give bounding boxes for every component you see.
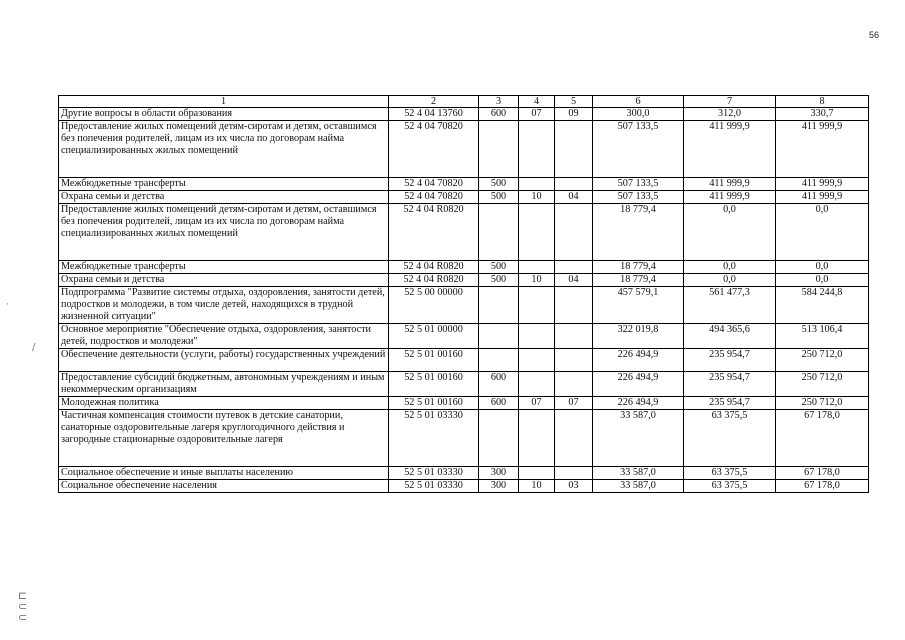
row-name-cell: Охрана семьи и детства: [59, 191, 389, 204]
row-rz-cell: [519, 324, 555, 349]
row-rz-cell: 07: [519, 397, 555, 410]
row-rz-cell: 10: [519, 191, 555, 204]
row-value-cell: 33 587,0: [593, 467, 684, 480]
margin-stamp-mark: ⊏ ⊂ ⊂: [18, 589, 28, 624]
row-vr-cell: 500: [479, 178, 519, 191]
row-value-cell: 0,0: [684, 204, 776, 261]
row-vr-cell: 300: [479, 467, 519, 480]
page-number: 56: [868, 30, 879, 40]
row-vr-cell: 500: [479, 274, 519, 287]
row-value-cell: 312,0: [684, 108, 776, 121]
row-name-cell: Охрана семьи и детства: [59, 274, 389, 287]
row-code-cell: 52 5 00 00000: [389, 287, 479, 324]
row-code-cell: 52 5 01 00000: [389, 324, 479, 349]
row-rz-cell: [519, 410, 555, 467]
row-value-cell: 226 494,9: [593, 397, 684, 410]
row-value-cell: 411 999,9: [776, 121, 869, 178]
row-code-cell: 52 5 01 03330: [389, 467, 479, 480]
row-pr-cell: [555, 372, 593, 397]
row-value-cell: 250 712,0: [776, 372, 869, 397]
header-cell: 5: [555, 96, 593, 108]
row-value-cell: 507 133,5: [593, 121, 684, 178]
row-pr-cell: [555, 410, 593, 467]
row-pr-cell: [555, 121, 593, 178]
row-value-cell: 322 019,8: [593, 324, 684, 349]
table-row: [59, 191, 869, 204]
table-row: [59, 108, 869, 121]
row-rz-cell: [519, 349, 555, 372]
row-name-cell: Межбюджетные трансферты: [59, 178, 389, 191]
table-row: [59, 261, 869, 274]
row-rz-cell: [519, 204, 555, 261]
row-pr-cell: [555, 287, 593, 324]
table-row: [59, 410, 869, 467]
row-pr-cell: 09: [555, 108, 593, 121]
row-vr-cell: [479, 410, 519, 467]
row-pr-cell: [555, 467, 593, 480]
row-vr-cell: [479, 349, 519, 372]
header-cell: 2: [389, 96, 479, 108]
row-pr-cell: 07: [555, 397, 593, 410]
header-cell: 6: [593, 96, 684, 108]
row-value-cell: 226 494,9: [593, 349, 684, 372]
row-value-cell: 67 178,0: [776, 410, 869, 467]
row-vr-cell: 600: [479, 108, 519, 121]
row-value-cell: 411 999,9: [684, 121, 776, 178]
row-value-cell: 411 999,9: [684, 178, 776, 191]
row-code-cell: 52 5 01 00160: [389, 372, 479, 397]
row-value-cell: 0,0: [684, 274, 776, 287]
row-value-cell: 235 954,7: [684, 349, 776, 372]
row-vr-cell: 300: [479, 480, 519, 493]
row-name-cell: Обеспечение деятельности (услуги, работы) государственных учреждений: [59, 349, 389, 372]
row-rz-cell: [519, 372, 555, 397]
row-pr-cell: [555, 324, 593, 349]
row-name-cell: Предоставление жилых помещений детям-сиротам и детям, оставшимся без попечения родителей, лицам из их числа по договорам найма специализированных жилых помещений: [59, 121, 389, 178]
row-value-cell: 33 587,0: [593, 410, 684, 467]
table-row: [59, 397, 869, 410]
row-vr-cell: 600: [479, 372, 519, 397]
row-value-cell: 18 779,4: [593, 204, 684, 261]
table-row: [59, 121, 869, 178]
row-rz-cell: 07: [519, 108, 555, 121]
row-rz-cell: [519, 178, 555, 191]
table-row: [59, 349, 869, 372]
row-value-cell: 0,0: [776, 261, 869, 274]
row-vr-cell: 500: [479, 191, 519, 204]
row-value-cell: 0,0: [684, 261, 776, 274]
row-value-cell: 507 133,5: [593, 191, 684, 204]
row-value-cell: 18 779,4: [593, 261, 684, 274]
row-value-cell: 513 106,4: [776, 324, 869, 349]
row-value-cell: 67 178,0: [776, 467, 869, 480]
row-rz-cell: [519, 261, 555, 274]
row-name-cell: Молодежная политика: [59, 397, 389, 410]
row-value-cell: 494 365,6: [684, 324, 776, 349]
row-name-cell: Межбюджетные трансферты: [59, 261, 389, 274]
row-value-cell: 67 178,0: [776, 480, 869, 493]
row-value-cell: 235 954,7: [684, 372, 776, 397]
row-value-cell: 411 999,9: [776, 178, 869, 191]
row-rz-cell: [519, 467, 555, 480]
row-vr-cell: [479, 324, 519, 349]
row-pr-cell: [555, 178, 593, 191]
row-pr-cell: 04: [555, 191, 593, 204]
row-code-cell: 52 5 01 03330: [389, 410, 479, 467]
row-name-cell: Другие вопросы в области образования: [59, 108, 389, 121]
row-name-cell: Социальное обеспечение населения: [59, 480, 389, 493]
row-code-cell: 52 4 04 70820: [389, 121, 479, 178]
margin-tick-mark: /: [32, 342, 36, 353]
row-rz-cell: [519, 121, 555, 178]
row-pr-cell: 04: [555, 274, 593, 287]
row-value-cell: 63 375,5: [684, 410, 776, 467]
row-value-cell: 561 477,3: [684, 287, 776, 324]
row-code-cell: 52 4 04 70820: [389, 178, 479, 191]
row-code-cell: 52 4 04 R0820: [389, 261, 479, 274]
row-value-cell: 330,7: [776, 108, 869, 121]
row-code-cell: 52 5 01 00160: [389, 397, 479, 410]
row-pr-cell: 03: [555, 480, 593, 493]
row-name-cell: Основное мероприятие "Обеспечение отдыха, оздоровления, занятости детей, подростков и молодежи": [59, 324, 389, 349]
row-name-cell: Предоставление жилых помещений детям-сиротам и детям, оставшимся без попечения родителей, лицам из их числа по договорам найма специализированных жилых помещений: [59, 204, 389, 261]
row-code-cell: 52 5 01 00160: [389, 349, 479, 372]
row-value-cell: 411 999,9: [776, 191, 869, 204]
row-pr-cell: [555, 261, 593, 274]
header-cell: 8: [776, 96, 869, 108]
row-value-cell: 250 712,0: [776, 397, 869, 410]
budget-table: [58, 95, 869, 493]
row-vr-cell: [479, 287, 519, 324]
row-value-cell: 300,0: [593, 108, 684, 121]
header-cell: 4: [519, 96, 555, 108]
row-code-cell: 52 4 04 R0820: [389, 274, 479, 287]
row-name-cell: Предоставление субсидий бюджетным, автономным учреждениям и иным некоммерческим организациям: [59, 372, 389, 397]
header-cell: 1: [59, 96, 389, 108]
header-cell: 7: [684, 96, 776, 108]
header-cell: 3: [479, 96, 519, 108]
row-value-cell: 0,0: [776, 204, 869, 261]
table-row: [59, 324, 869, 349]
row-code-cell: 52 4 04 R0820: [389, 204, 479, 261]
row-value-cell: 63 375,5: [684, 480, 776, 493]
row-value-cell: 584 244,8: [776, 287, 869, 324]
row-value-cell: 235 954,7: [684, 397, 776, 410]
row-value-cell: 507 133,5: [593, 178, 684, 191]
table-row: [59, 204, 869, 261]
table-row: [59, 372, 869, 397]
row-name-cell: Частичная компенсация стоимости путевок в детские санатории, санаторные оздоровительные лагеря круглогодичного действия и загородные стационарные оздоровительные лагеря: [59, 410, 389, 467]
table-row: [59, 467, 869, 480]
row-name-cell: Социальное обеспечение и иные выплаты населению: [59, 467, 389, 480]
row-pr-cell: [555, 204, 593, 261]
row-rz-cell: [519, 287, 555, 324]
row-vr-cell: 500: [479, 261, 519, 274]
row-value-cell: 63 375,5: [684, 467, 776, 480]
table-row: [59, 178, 869, 191]
row-rz-cell: 10: [519, 274, 555, 287]
table-row: [59, 287, 869, 324]
row-vr-cell: [479, 204, 519, 261]
row-value-cell: 411 999,9: [684, 191, 776, 204]
row-code-cell: 52 5 01 03330: [389, 480, 479, 493]
row-value-cell: 250 712,0: [776, 349, 869, 372]
row-pr-cell: [555, 349, 593, 372]
row-rz-cell: 10: [519, 480, 555, 493]
row-name-cell: Подпрограмма "Развитие системы отдыха, оздоровления, занятости детей, подростков и молодежи, в том числе детей, находящихся в трудной жизненной ситуации": [59, 287, 389, 324]
row-code-cell: 52 4 04 70820: [389, 191, 479, 204]
row-vr-cell: 600: [479, 397, 519, 410]
row-vr-cell: [479, 121, 519, 178]
row-code-cell: 52 4 04 13760: [389, 108, 479, 121]
row-value-cell: 18 779,4: [593, 274, 684, 287]
row-value-cell: 0,0: [776, 274, 869, 287]
table-row: [59, 274, 869, 287]
table-row: [59, 480, 869, 493]
row-value-cell: 457 579,1: [593, 287, 684, 324]
table-header-row: [59, 96, 869, 108]
row-value-cell: 33 587,0: [593, 480, 684, 493]
margin-tick-mark: ·: [6, 300, 9, 310]
row-value-cell: 226 494,9: [593, 372, 684, 397]
